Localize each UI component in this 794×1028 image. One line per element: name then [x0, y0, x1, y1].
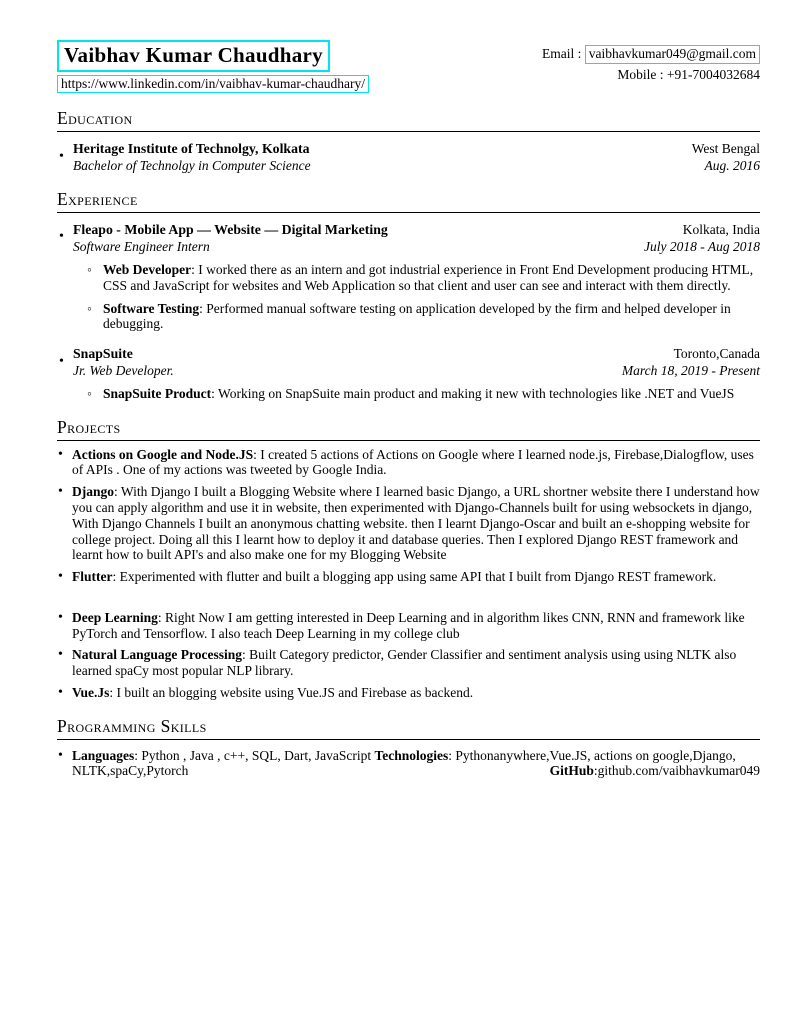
- github-label: GitHub: [549, 763, 594, 779]
- header-left: [57, 40, 369, 93]
- project-text: : Right Now I am getting interested in Deep Learning and in algorithm likes CNN, RNN and framework like PyTorch and Tensorflow. I also teach Deep Learning in my college club: [72, 609, 745, 641]
- github-link[interactable]: :github.com/vaibhavkumar049: [593, 763, 760, 779]
- experience-entry-snapsuite: [57, 346, 760, 379]
- project-label: Deep Learning: [72, 609, 158, 625]
- project-text: : I built an blogging website using Vue.JS and Firebase as backend.: [109, 685, 474, 701]
- github-line: [550, 763, 760, 779]
- job-title: Software Engineer Intern: [73, 239, 210, 255]
- section-projects: [57, 417, 760, 701]
- project-label: Vue.Js: [72, 685, 110, 701]
- company-location: Toronto,Canada: [673, 346, 760, 362]
- experience-bullet: [103, 301, 758, 333]
- project-label: Actions on Google and Node.JS: [72, 446, 254, 462]
- email-link[interactable]: vaibhavkumar049@gmail.com: [585, 45, 760, 64]
- section-experience: [57, 189, 760, 402]
- job-title: Jr. Web Developer.: [73, 363, 174, 379]
- email-line: [542, 45, 760, 64]
- school-name: • Heritage Institute of Technolgy, Kolkata: [73, 141, 310, 157]
- project-label: Flutter: [72, 569, 113, 585]
- bullet-text: : I worked there as an intern and got industrial experience in Front End Development producing HTML, CSS and JavaScript for websites and Web Application so that client and user can see and interact with them directly.: [103, 261, 754, 293]
- project-item: [57, 484, 760, 563]
- experience-org-row: [73, 222, 760, 238]
- mobile-line: Mobile : +91-7004032684: [617, 66, 760, 82]
- project-text: : Built Category predictor, Gender Classifier and sentiment analysis using using NLTK also learned spaCy most popular NLP library.: [72, 647, 737, 679]
- school-location: West Bengal: [691, 141, 760, 157]
- project-item: [57, 647, 760, 679]
- job-dates: March 18, 2019 - Present: [621, 363, 760, 379]
- project-item: [57, 569, 760, 585]
- languages-label: Languages: [72, 747, 135, 763]
- section-title-skills: Programming Skills: [57, 716, 760, 740]
- bullet-label: Web Developer: [103, 261, 192, 277]
- section-title-experience: Experience: [57, 189, 760, 213]
- project-label: Natural Language Processing: [72, 647, 243, 663]
- job-dates: July 2018 - Aug 2018: [644, 239, 760, 255]
- experience-bullet: [103, 386, 758, 402]
- bullet-text: : Working on SnapSuite main product and making it new with technologies like .NET and VueJS: [211, 385, 735, 401]
- section-education: [57, 108, 760, 174]
- skills-item: [57, 748, 760, 780]
- project-item: [57, 610, 760, 642]
- experience-role-row: [73, 239, 760, 255]
- section-skills: [57, 716, 760, 779]
- languages-text: : Python , Java , c++, SQL, Dart, JavaScript: [134, 747, 375, 763]
- bullet-text: : Performed manual software testing on application developed by the firm and helped developer in debugging.: [103, 300, 731, 332]
- contact-info: [542, 40, 760, 86]
- bullet-label: SnapSuite Product: [103, 385, 212, 401]
- project-item: [57, 447, 760, 479]
- education-org-row: [73, 141, 760, 157]
- email-label: Email :: [541, 46, 585, 61]
- company-location: Kolkata, India: [682, 222, 760, 238]
- project-label: Django: [72, 484, 115, 500]
- company-name: • Fleapo - Mobile App — Website — Digital Marketing: [73, 222, 388, 238]
- section-title-education: Education: [57, 108, 760, 132]
- technologies-label: Technologies: [374, 747, 449, 763]
- experience-org-row: [73, 346, 760, 362]
- technologies-text: : Pythonanywhere,Vue.JS, actions on google,Django, NLTK,spaCy,Pytorch: [72, 747, 736, 779]
- header: [57, 40, 760, 93]
- education-degree-row: [73, 158, 760, 174]
- degree: Bachelor of Technolgy in Computer Science: [73, 158, 311, 174]
- experience-bullet: [103, 262, 758, 294]
- experience-role-row: [73, 363, 760, 379]
- education-date: Aug. 2016: [704, 158, 760, 174]
- project-item: [57, 685, 760, 701]
- section-title-projects: Projects: [57, 417, 760, 441]
- project-text: : With Django I built a Blogging Website where I learned basic Django, a URL shortner website there I understand how you can apply algorithm and use it in website, then experimented with Django-Channels built for using websockets in django, With Django Channels I built an anonymous chatting website. then I learnt Django-Oscar and built an e-shopping website for college project. Doing all this I learnt how to deploy it and database queries. Then I explored Django REST framework and learnt how to built API's and also make one for my Blogging Website: [72, 484, 760, 563]
- project-text: : I created 5 actions of Actions on Google where I learned node.js, Firebase,Dialogflow, uses of APIs . One of my actions was tweeted by Google India.: [72, 446, 754, 478]
- company-name: • SnapSuite: [73, 346, 133, 362]
- bullet-label: Software Testing: [103, 300, 200, 316]
- name-link[interactable]: Vaibhav Kumar Chaudhary: [57, 40, 330, 72]
- experience-entry-fleapo: [57, 222, 760, 255]
- project-text: : Experimented with flutter and built a blogging app using same API that I built from Django REST framework.: [112, 569, 717, 585]
- linkedin-link[interactable]: https://www.linkedin.com/in/vaibhav-kumar-chaudhary/: [57, 75, 369, 94]
- education-entry: [57, 141, 760, 174]
